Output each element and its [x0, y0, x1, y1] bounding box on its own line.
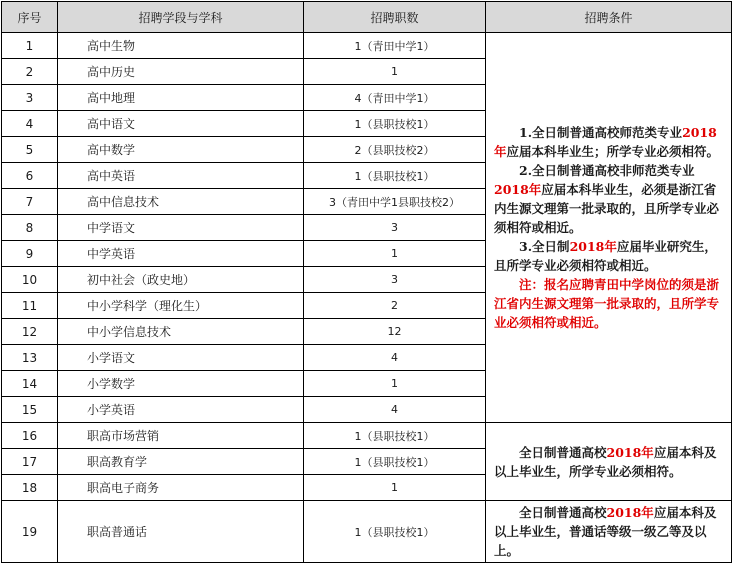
row-seq: 3	[2, 85, 58, 111]
row-count: 4	[304, 397, 486, 423]
row-count: 1	[304, 241, 486, 267]
table-row	[2, 423, 732, 449]
condition-1: 1.全日制普通高校师范类专业2018年应届本科毕业生；所学专业必须相符。	[494, 125, 720, 159]
row-seq: 9	[2, 241, 58, 267]
condition-2: 2.全日制普通高校非师范类专业2018年应届本科毕业生，必须是浙江省内生源文理第一批录取的，且所学专业必须相符或相近。	[494, 163, 720, 235]
row-count: 3	[304, 215, 486, 241]
row-subject: 高中生物	[58, 33, 304, 59]
row-count: 1	[304, 371, 486, 397]
table-row	[2, 501, 732, 563]
conditions-group-a	[486, 33, 732, 423]
table-row	[2, 33, 732, 59]
row-subject: 高中历史	[58, 59, 304, 85]
row-seq: 6	[2, 163, 58, 189]
row-seq: 2	[2, 59, 58, 85]
row-seq: 15	[2, 397, 58, 423]
row-subject: 中小学科学（理化生）	[58, 293, 304, 319]
row-count: 3（青田中学1县职技校2）	[304, 189, 486, 215]
row-count: 4	[304, 345, 486, 371]
row-seq: 12	[2, 319, 58, 345]
row-subject: 职高市场营销	[58, 423, 304, 449]
row-count: 12	[304, 319, 486, 345]
conditions-group-b	[486, 423, 732, 501]
row-subject: 小学数学	[58, 371, 304, 397]
row-seq: 19	[2, 501, 58, 563]
row-count: 2（县职技校2）	[304, 137, 486, 163]
row-seq: 17	[2, 449, 58, 475]
row-subject: 小学语文	[58, 345, 304, 371]
row-subject: 职高普通话	[58, 501, 304, 563]
condition-3: 3.全日制2018年应届毕业研究生，且所学专业必须相符或相近。	[494, 239, 717, 273]
row-count: 1（青田中学1）	[304, 33, 486, 59]
row-seq: 4	[2, 111, 58, 137]
condition-note: 注：报名应聘青田中学岗位的须是浙江省内生源文理第一批录取的，且所学专业必须相符或相近。	[494, 277, 720, 330]
header-conditions: 招聘条件	[486, 2, 732, 33]
row-count: 4（青田中学1）	[304, 85, 486, 111]
row-subject: 中学语文	[58, 215, 304, 241]
row-seq: 5	[2, 137, 58, 163]
row-seq: 1	[2, 33, 58, 59]
header-seq: 序号	[2, 2, 58, 33]
row-seq: 13	[2, 345, 58, 371]
row-subject: 小学英语	[58, 397, 304, 423]
row-seq: 7	[2, 189, 58, 215]
row-count: 1（县职技校1）	[304, 111, 486, 137]
row-count: 1（县职技校1）	[304, 449, 486, 475]
row-subject: 高中数学	[58, 137, 304, 163]
row-count: 1	[304, 59, 486, 85]
conditions-group-c	[486, 501, 732, 563]
row-seq: 18	[2, 475, 58, 501]
row-seq: 14	[2, 371, 58, 397]
condition-mandarin: 全日制普通高校2018年应届本科及以上毕业生，普通话等级一级乙等及以上。	[494, 505, 717, 558]
recruitment-table	[1, 1, 732, 563]
condition-vocational: 全日制普通高校2018年应届本科及以上毕业生，所学专业必须相符。	[494, 444, 717, 479]
row-subject: 职高教育学	[58, 449, 304, 475]
row-subject: 初中社会（政史地）	[58, 267, 304, 293]
row-subject: 高中信息技术	[58, 189, 304, 215]
row-subject: 中学英语	[58, 241, 304, 267]
row-count: 1（县职技校1）	[304, 163, 486, 189]
row-subject: 高中语文	[58, 111, 304, 137]
row-seq: 11	[2, 293, 58, 319]
row-subject: 高中英语	[58, 163, 304, 189]
header-subject: 招聘学段与学科	[58, 2, 304, 33]
row-seq: 8	[2, 215, 58, 241]
row-count: 1（县职技校1）	[304, 423, 486, 449]
row-count: 1（县职技校1）	[304, 501, 486, 563]
header-count: 招聘职数	[304, 2, 486, 33]
row-count: 3	[304, 267, 486, 293]
row-subject: 高中地理	[58, 85, 304, 111]
row-seq: 16	[2, 423, 58, 449]
row-count: 1	[304, 475, 486, 501]
row-subject: 职高电子商务	[58, 475, 304, 501]
row-count: 2	[304, 293, 486, 319]
row-seq: 10	[2, 267, 58, 293]
row-subject: 中小学信息技术	[58, 319, 304, 345]
table-header-row	[2, 2, 732, 33]
